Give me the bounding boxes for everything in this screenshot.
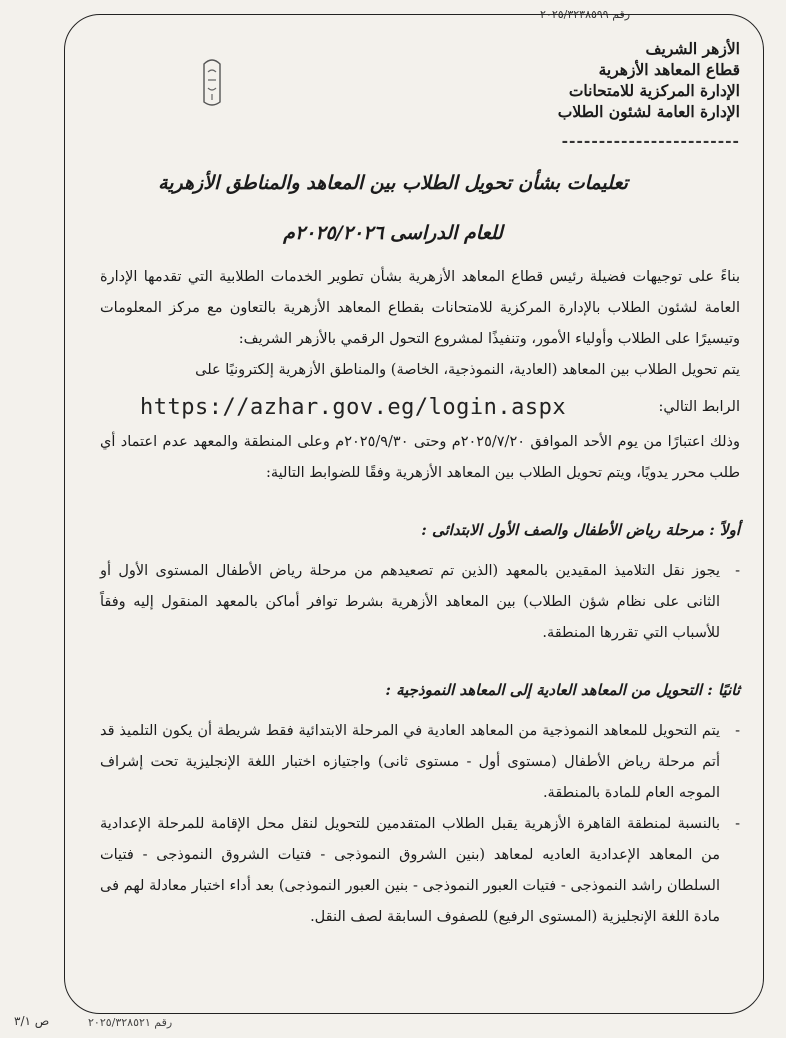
transfer-statement: يتم تحويل الطلاب بين المعاهد (العادية، النموذجية، الخاصة) والمناطق الأزهرية إلكترونيًا على bbox=[195, 362, 740, 378]
transfer-portal-link[interactable]: https://azhar.gov.eg/login.aspx bbox=[140, 395, 567, 420]
bullet-item: - بالنسبة لمنطقة القاهرة الأزهرية يقبل الطلاب المتقدمين للتحويل لنقل محل الإقامة للمرحلة الإعدادية من المعاهد الإعدادية العاديه لمعاهد (بنين الشروق النموذجى - فتيات الشروق النموذجى - فتيات السلطان راشد النموذجى - فتيات العبور النموذجى - بنين العبور النموذجى) بعد أداء اختبار معادلة لهم فى مادة اللغة الإنجليزية (المستوى الرفيع) للصفوف السابقة لصف النقل. bbox=[100, 809, 740, 933]
footer-reference-number: رقم ٢٠٢٥/٣٢٨٥٢١ bbox=[88, 1016, 173, 1029]
institution-header bbox=[440, 38, 740, 151]
document-title: تعليمات بشأن تحويل الطلاب بين المعاهد والمناطق الأزهرية bbox=[158, 172, 628, 194]
section-bullets bbox=[100, 556, 740, 649]
section-heading: أولاً : مرحلة رياض الأطفال والصف الأول الابتدائى : bbox=[421, 521, 740, 539]
bullet-item: - يتم التحويل للمعاهد النموذجية من المعاهد العادية في المرحلة الابتدائية فقط شريطة أن يكون التلميذ قد أتم مرحلة رياض الأطفال (مستوى أول - مستوى ثانى) واجتيازه اختبار اللغة الإنجليزية تحت إشراف الموجه العام للمادة بالمنطقة. bbox=[100, 716, 740, 809]
header-divider: ------------------------ bbox=[561, 131, 740, 150]
section-heading: ثانيًا : التحويل من المعاهد العادية إلى المعاهد النموذجية : bbox=[385, 681, 740, 699]
section-bullets bbox=[100, 716, 740, 933]
document-body bbox=[100, 262, 740, 933]
page-number: ص ٣/١ bbox=[14, 1014, 50, 1028]
academic-year-title: للعام الدراسى ٢٠٢٥/٢٠٢٦م bbox=[283, 222, 503, 244]
bullet-item: - يجوز نقل التلاميذ المقيدين بالمعهد (الذين تم تصعيدهم من مرحلة رياض الأطفال المستوى الأول أو الثانى على نظام شؤن الطلاب) بين المعاهد الأزهرية بشرط توافر أماكن بالمعهد المنقول إليه وفقاً للأسباب التي تقررها المنطقة. bbox=[100, 556, 740, 649]
link-label: الرابط التالي: bbox=[658, 399, 740, 415]
dates-paragraph: وذلك اعتبارًا من يوم الأحد الموافق ٢٠٢٥/٧/٢٠م وحتى ٢٠٢٥/٩/٣٠م وعلى المنطقة والمعهد عدم اعتماد أي طلب محرر يدويًا، ويتم تحويل الطلاب بين المعاهد الأزهرية وفقًا للضوابط التالية: bbox=[100, 434, 740, 481]
header-line: قطاع المعاهد الأزهرية bbox=[598, 60, 740, 79]
intro-paragraph: بناءً على توجيهات فضيلة رئيس قطاع المعاهد الأزهرية بشأن تطوير الخدمات الطلابية التي تقدمها الإدارة العامة لشئون الطلاب بالإدارة المركزية للامتحانات بقطاع المعاهد الأزهرية بالتعاون مع مركز المعلومات وتيسيرًا على الطلاب وأولياء الأمور، وتنفيذًا لمشروع التحول الرقمي بالأزهر الشريف: bbox=[100, 269, 740, 347]
top-reference-number: رقم ٢٠٢٥/٣٢٣٨٥٩٩ bbox=[540, 8, 631, 21]
header-line: الإدارة العامة لشئون الطلاب bbox=[557, 102, 740, 121]
header-line: الإدارة المركزية للامتحانات bbox=[568, 81, 740, 100]
header-line: الأزهر الشريف bbox=[645, 39, 740, 58]
azhar-emblem-icon bbox=[198, 54, 226, 110]
link-row bbox=[100, 392, 740, 423]
